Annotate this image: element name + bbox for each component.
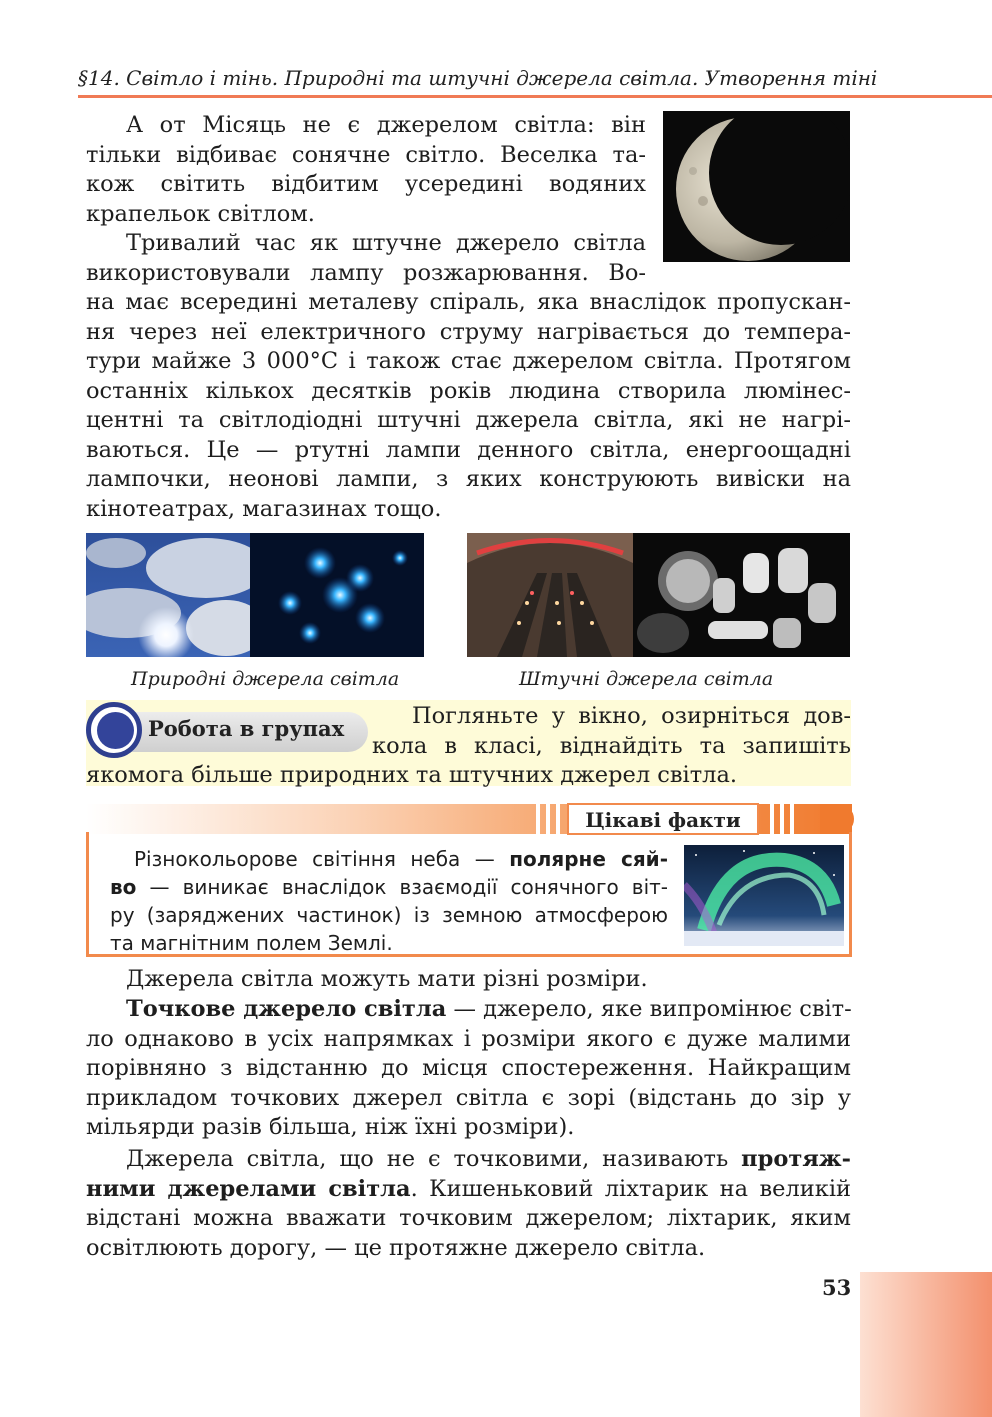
- term-aurora: полярне сяй-: [509, 847, 668, 871]
- text-line: Джерела світла, що не є точковими, називають протяж-: [126, 1146, 851, 1172]
- text-line: кола в класі, віднайдіть та запишіть: [372, 732, 851, 759]
- page-number: 53: [822, 1275, 852, 1300]
- text-line: Погляньте у вікно, озирніться дов-: [412, 703, 851, 729]
- running-header: §14. Світло і тінь. Природні та штучні джерела світла. Утворення тіні: [78, 66, 878, 90]
- term-extended-source: ними джерелами світла: [86, 1175, 411, 1202]
- text-line: ня через неї електричного струму нагрівається до темпера-: [86, 318, 851, 345]
- facts-text: [110, 845, 668, 957]
- facts-title: Цікаві факти: [585, 808, 741, 832]
- paragraph-moon: [86, 111, 646, 229]
- page-corner-decoration: [860, 1272, 992, 1417]
- text-line: якомога більше природних та штучних джерел світла.: [86, 762, 738, 788]
- escalator-photo: [467, 533, 633, 657]
- text-line: крапельок світлом.: [86, 200, 315, 227]
- paragraph-sizes: [86, 965, 851, 995]
- caption-natural: Природні джерела світла: [131, 668, 400, 690]
- aurora-photo: [684, 845, 844, 946]
- text-line: центні та світлодіодні штучні джерела світла, які не нагрі-: [86, 407, 851, 433]
- text-line: кінотеатрах, магазинах тощо.: [86, 495, 442, 522]
- text-line: тільки відбиває сонячне світло. Веселка та-: [86, 141, 646, 168]
- text-line: порівняно з відстанню до місця спостереження. Найкращим: [86, 1055, 851, 1081]
- facts-title-box: [567, 803, 759, 835]
- group-work-text: [86, 702, 851, 791]
- text-line: Різнокольорове світіння неба — полярне сяй-: [134, 847, 668, 871]
- paragraph-lamps: [86, 229, 851, 524]
- text-line: лампочки, неонові лампи, з яких конструюють вивіски на: [86, 466, 851, 492]
- header-rule: [78, 95, 992, 98]
- text-line: прикладом точкових джерел світла є зорі (відстань до зір у: [86, 1084, 851, 1111]
- stars-photo: [250, 533, 424, 657]
- paragraph-extended-source: [86, 1145, 851, 1263]
- text-line: ними джерелами світла. Кишеньковий ліхтарик на великій: [86, 1175, 852, 1202]
- paragraph-point-source: [86, 995, 851, 1143]
- text-line: на має всередині металеву спіраль, яка внаслідок пропускан-: [86, 289, 851, 315]
- text-line: во — виникає внаслідок взаємодії сонячного віт-: [110, 875, 668, 899]
- term-point-source: Точкове джерело світла: [126, 996, 447, 1022]
- text-line: Джерела світла можуть мати різні розміри.: [126, 966, 648, 992]
- text-line: останніх кількох десятків років людина створила люмінес-: [86, 377, 851, 404]
- text-line: відстані можна вважати точковим джерелом; ліхтарик, яким: [86, 1205, 851, 1231]
- text-line: мільярди разів більша, ніж їхні розміри).: [86, 1114, 575, 1140]
- caption-artificial: Штучні джерела світла: [519, 668, 774, 690]
- text-line: ваються. Це — ртутні лампи денного світла, енергоощадні: [86, 436, 851, 463]
- text-line: Точкове джерело світла — джерело, яке випромінює світ-: [126, 996, 852, 1022]
- text-line: кож світить відбитим усередині водяних: [86, 171, 646, 197]
- sun-clouds-photo: [86, 533, 250, 657]
- text-line: Тривалий час як штучне джерело світла: [126, 230, 646, 256]
- text-line: використовували лампу розжарювання. Во-: [86, 259, 646, 286]
- text-line: та магнітним полем Землі.: [110, 931, 393, 955]
- lamps-photo: [633, 533, 850, 657]
- text-line: ру (заряджених частинок) із земною атмосферою: [110, 903, 668, 927]
- group-work-label: Робота в групах: [148, 716, 345, 741]
- text-line: ло однаково в усіх напрямках і розміри якого є дуже малими: [86, 1025, 851, 1052]
- text-line: освітлюють дорогу, — це протяжне джерело світла.: [86, 1234, 706, 1261]
- facts-bar-end: [820, 804, 854, 834]
- text-line: А от Місяць не є джерелом світла: він: [126, 112, 646, 138]
- text-line: тури майже 3 000°С і також стає джерелом світла. Протягом: [86, 348, 851, 374]
